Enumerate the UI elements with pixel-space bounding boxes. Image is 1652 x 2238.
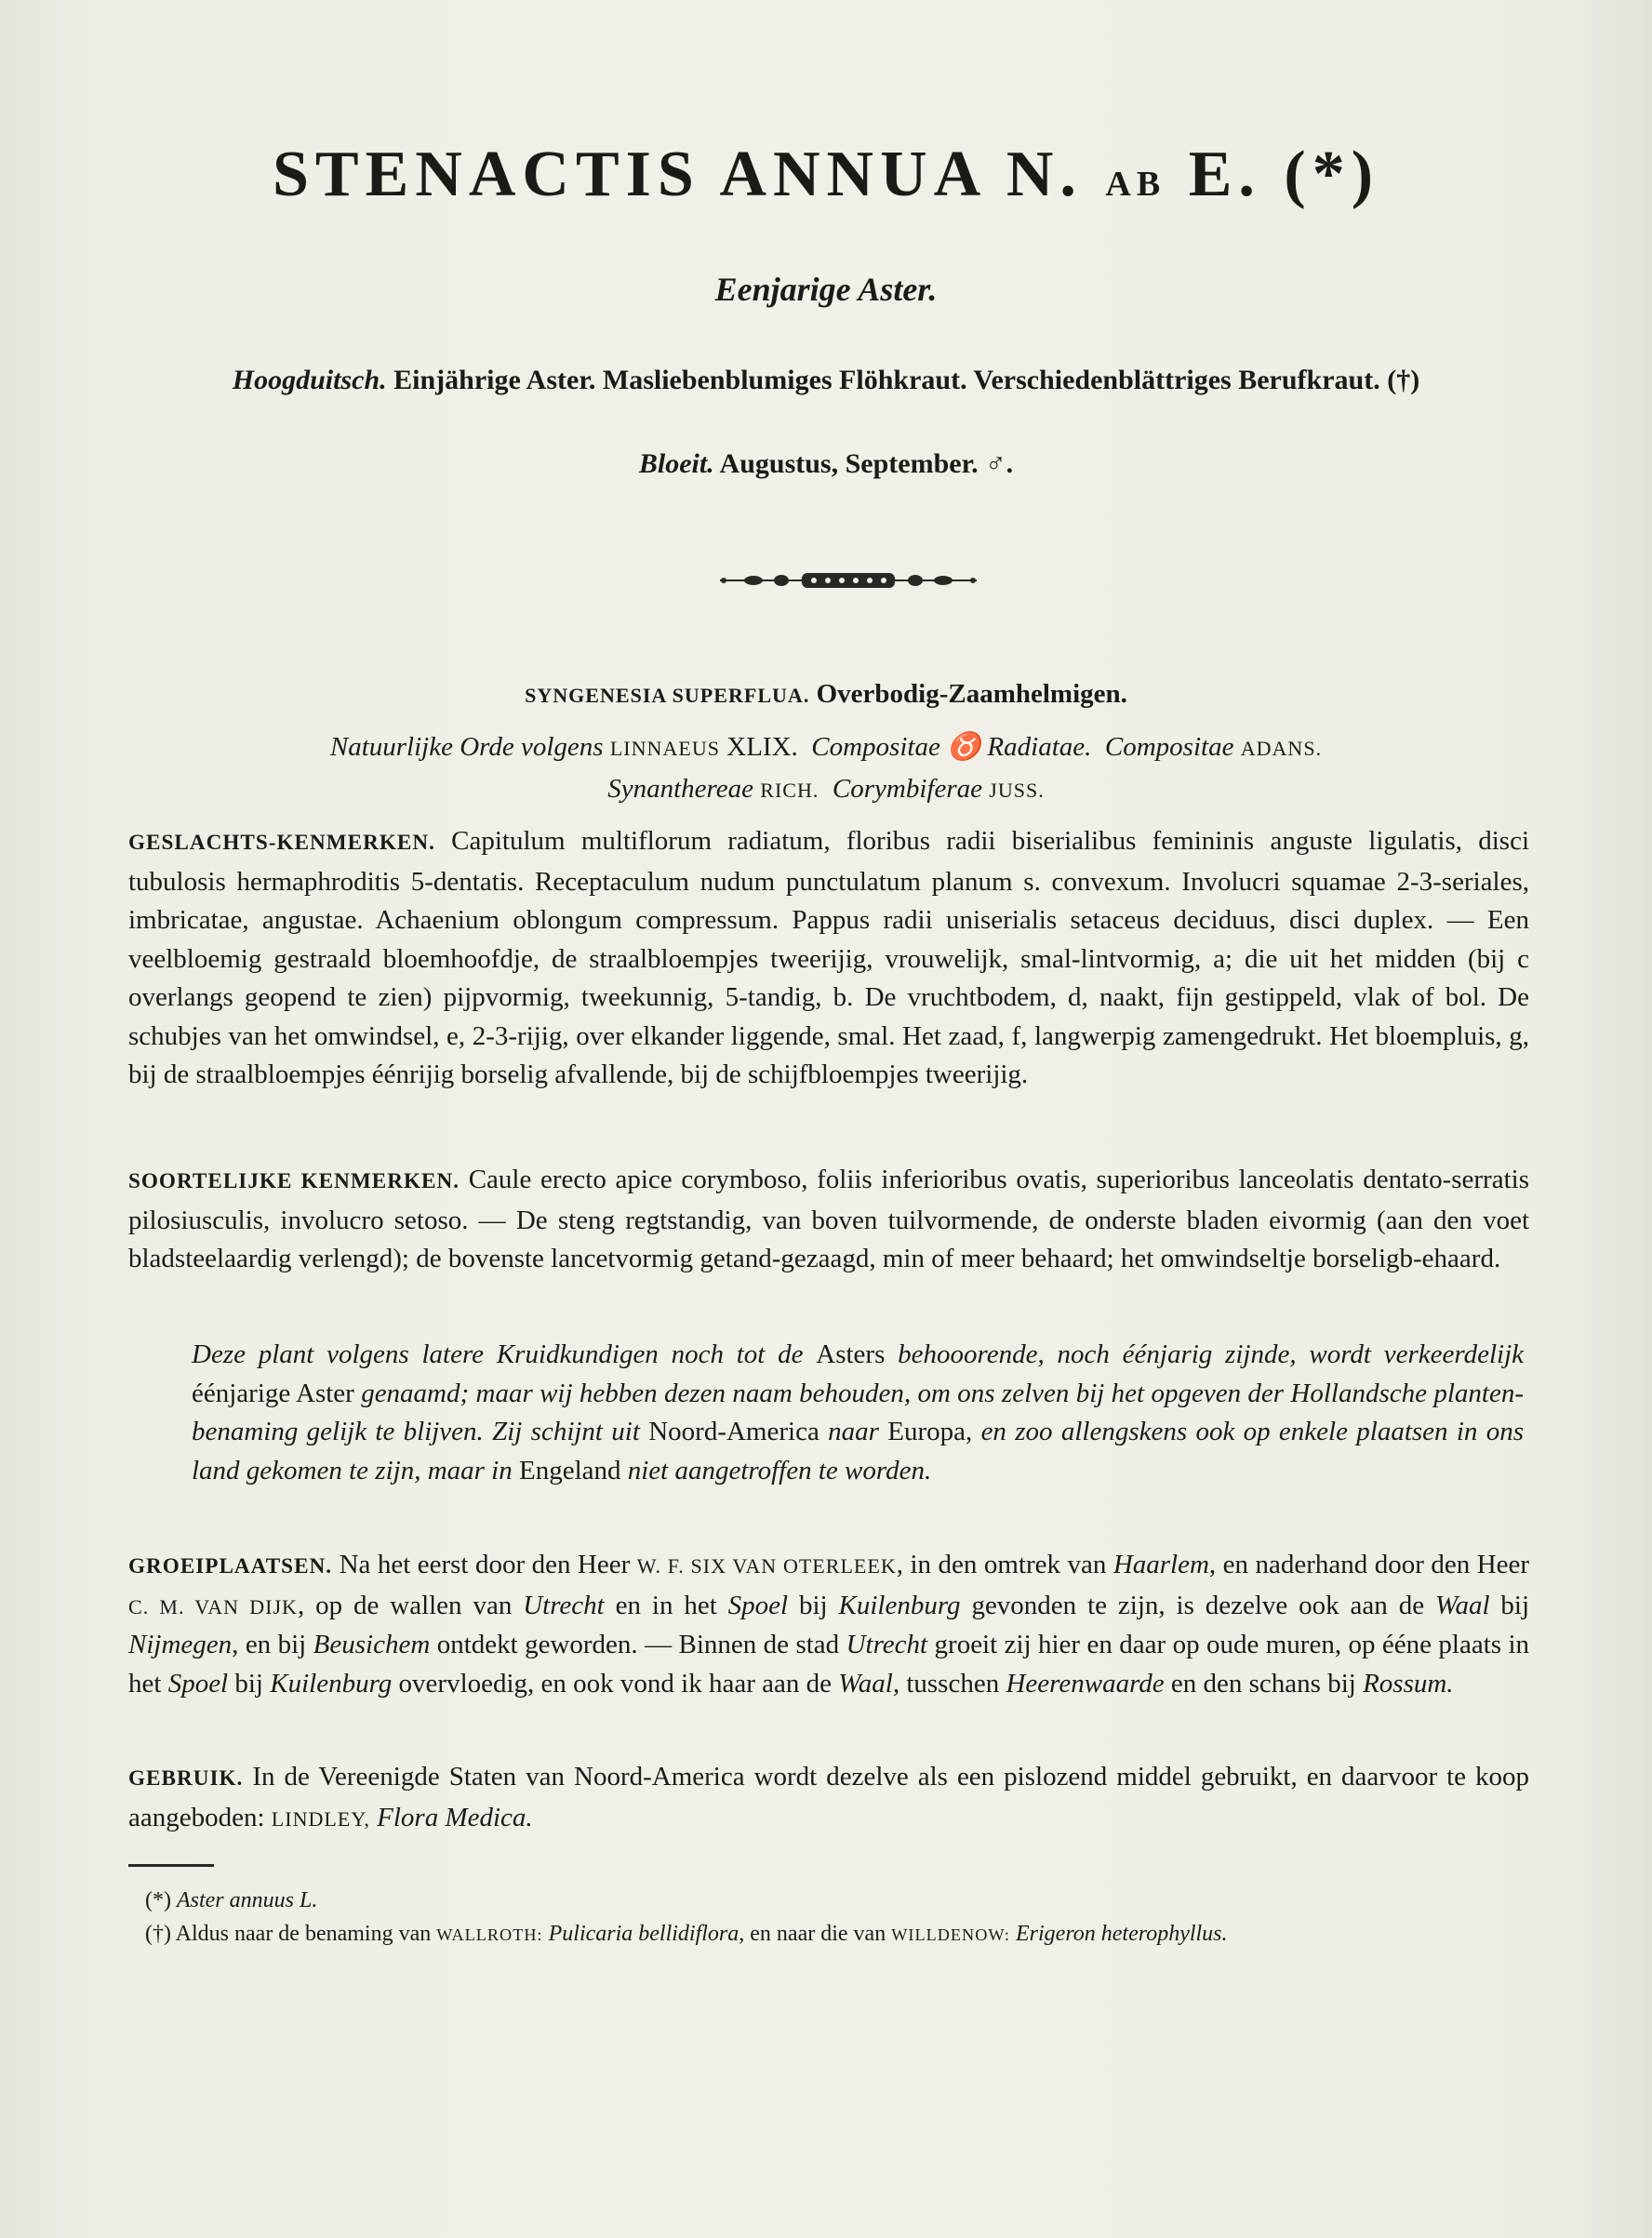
habitat-van-dijk: C. M. VAN DIJK bbox=[128, 1594, 298, 1619]
syngenesia-label: SYNGENESIA SUPERFLUA. bbox=[525, 684, 810, 707]
habitat-text-d: , op de wallen van bbox=[297, 1590, 513, 1620]
habitat-text-l: bij bbox=[234, 1668, 263, 1698]
orde-rich: RICH. bbox=[760, 779, 819, 802]
bloei-symbol: ♂. bbox=[985, 448, 1014, 479]
note-noord-america: Noord-America bbox=[648, 1417, 819, 1446]
usage-flora-medica: Flora Medica. bbox=[377, 1802, 533, 1832]
title-ab: AB bbox=[1105, 165, 1166, 204]
footnote-2-wallroth: WALLROTH: bbox=[436, 1925, 543, 1944]
habitat-kuilenburg: Kuilenburg bbox=[838, 1590, 961, 1620]
habitat-waal: Waal bbox=[1434, 1590, 1490, 1620]
note-text-b: behooorende, noch éénjarig zijnde, wordt verkeerdelijk bbox=[898, 1339, 1524, 1369]
usage-paragraph bbox=[128, 1758, 1529, 1838]
habitat-waal-2: Waal, bbox=[838, 1668, 900, 1698]
bloei-months: Augustus, September. bbox=[719, 448, 979, 479]
usage-text: In de Vereenigde Staten van Noord-America wordt dezelve als een pislozend middel gebruikt, en daarvoor te koop aangeboden: bbox=[128, 1762, 1529, 1832]
habitat-utrecht-2: Utrecht bbox=[846, 1630, 928, 1659]
german-names-text: Einjährige Aster. Masliebenblumiges Flöhkraut. Verschiedenblättriges Berufkraut. (†) bbox=[393, 365, 1420, 395]
page-title bbox=[0, 138, 1652, 212]
footnote-2-text-b: en naar die van bbox=[750, 1922, 886, 1946]
orde-linnaeus-num: XLIX. bbox=[726, 732, 798, 762]
syngenesia-dutch: Overbodig-Zaamhelmigen. bbox=[816, 679, 1127, 709]
habitat-haarlem: Haarlem bbox=[1112, 1550, 1209, 1579]
habitat-text-m: overvloedig, en ook vond ik haar aan de bbox=[398, 1668, 833, 1698]
orde-synanthereae: Synanthereae bbox=[607, 774, 753, 804]
note-text-f: niet aangetroffen te worden. bbox=[627, 1455, 932, 1485]
note-text-c: genaamd; maar wij hebben dezen naam behouden, om ons zelven bij het opgeven der Hollandsche planten-benaming gelijk te blijven. Zij schijnt uit bbox=[192, 1378, 1524, 1446]
orde-corymbiferae: Corymbiferae bbox=[832, 774, 982, 804]
habitat-label: GROEIPLAATSEN. bbox=[128, 1554, 333, 1579]
note-eenjarige-aster: éénjarige Aster bbox=[192, 1378, 354, 1408]
habitat-paragraph bbox=[128, 1546, 1529, 1703]
orde-adans: ADANS. bbox=[1240, 737, 1323, 760]
orde-compositae: Compositae bbox=[1104, 732, 1234, 762]
usage-label: GEBRUIK. bbox=[128, 1766, 244, 1791]
note-engeland: Engeland bbox=[518, 1455, 621, 1485]
habitat-six: W. F. SIX VAN OTERLEEK bbox=[636, 1554, 897, 1578]
habitat-beusichem: Beusichem bbox=[313, 1630, 431, 1659]
habitat-text-h: bij bbox=[1500, 1590, 1530, 1620]
orde-compositae-radiatae: Compositae ♉ Radiatae. bbox=[811, 732, 1092, 762]
note-europa: Europa, bbox=[887, 1417, 973, 1446]
footnote-2-text-a: Aldus naar de benaming van bbox=[175, 1922, 432, 1946]
habitat-text-o: en den schans bij bbox=[1170, 1668, 1356, 1698]
subtitle: Eenjarige Aster. bbox=[714, 271, 938, 308]
species-characters-label: SOORTELIJKE KENMERKEN. bbox=[128, 1169, 460, 1193]
note-text-d: naar bbox=[828, 1417, 879, 1446]
orde-juss: JUSS. bbox=[989, 779, 1045, 802]
habitat-spoel: Spoel bbox=[727, 1590, 789, 1620]
footnote-2-erigeron: Erigeron heterophyllus. bbox=[1016, 1922, 1228, 1946]
classification-line bbox=[0, 679, 1652, 710]
habitat-text-j: ontdekt geworden. — Binnen de stad bbox=[436, 1630, 840, 1659]
orde-intro: Natuurlijke Orde volgens bbox=[329, 732, 604, 762]
habitat-text-b: , in den omtrek van bbox=[896, 1550, 1107, 1579]
habitat-text-e: en in het bbox=[615, 1590, 717, 1620]
habitat-text-a: Na het eerst door den Heer bbox=[339, 1550, 631, 1579]
habitat-rossum: Rossum. bbox=[1363, 1668, 1454, 1698]
note-paragraph bbox=[192, 1336, 1524, 1490]
footnote-divider bbox=[128, 1864, 214, 1867]
orde-linnaeus: LINNAEUS bbox=[609, 737, 720, 760]
habitat-spoel-2: Spoel bbox=[167, 1668, 229, 1698]
genus-characters-text: Capitulum multiflorum radiatum, floribus radii biserialibus femininis anguste ligulatis, disci tubulosis hermaphroditis 5-dentatis. Receptaculum nudum punctulatum planum s. convexum. Involucri squamae 2-3-seriales, imbricatae, angustae. Achaenium oblongum compressum. Pappus radii uniserialis setaceus deciduus, disci duplex. — Een veelbloemig gestraald bloemhoofdje, de straalbloempjes tweerijig, vrouwelijk, smal-lintvormig, a; die uit het midden (bij c overlangs geopend te zien) pijpvormig, tweekunnig, 5-tandig, b. De vruchtbodem, d, naakt, fijn gestippeld, vlak of bol. De schubjes van het omwindsel, e, 2-3-rijig, over elkander liggende, smal. Het zaad, f, langwerpig zamengedrukt. Het bloempluis, g, bij de straalbloempjes éénrijig borselig afvallende, bij de schijfbloempjes tweerijig. bbox=[128, 826, 1530, 1089]
natural-order-line-2 bbox=[0, 774, 1652, 805]
title-main: STENACTIS ANNUA N. bbox=[272, 139, 1083, 210]
habitat-text-f: bij bbox=[798, 1590, 828, 1620]
footnote-1-mark: (*) bbox=[145, 1888, 171, 1912]
genus-characters-paragraph bbox=[128, 822, 1529, 1095]
habitat-text-g: gevonden te zijn, is dezelve ook aan de bbox=[971, 1590, 1425, 1620]
habitat-utrecht: Utrecht bbox=[523, 1590, 605, 1620]
habitat-text-k: groeit zij hier en daar op oude muren, op ééne plaats in het bbox=[128, 1630, 1530, 1698]
footnote-2 bbox=[128, 1916, 1529, 1952]
habitat-nijmegen: Nijmegen bbox=[128, 1630, 233, 1659]
flowering-line bbox=[0, 448, 1652, 480]
footnote-2-willdenow: WILLDENOW: bbox=[891, 1925, 1010, 1944]
habitat-text-c: , en naderhand door den Heer bbox=[1208, 1550, 1530, 1579]
species-characters-paragraph bbox=[128, 1161, 1529, 1279]
habitat-text-n: tusschen bbox=[906, 1668, 1000, 1698]
german-names bbox=[0, 365, 1652, 396]
title-end: E. (*) bbox=[1188, 139, 1380, 210]
ornament-divider-icon bbox=[716, 569, 980, 592]
note-asters: Asters bbox=[816, 1339, 886, 1369]
usage-lindley: LINDLEY, bbox=[271, 1806, 370, 1831]
natural-order-line-1 bbox=[0, 731, 1652, 763]
habitat-kuilenburg-2: Kuilenburg bbox=[270, 1668, 393, 1698]
footnote-1-text: Aster annuus L. bbox=[176, 1888, 318, 1912]
bloei-label: Bloeit. bbox=[638, 448, 714, 479]
note-text-e: en zoo allengskens ook op enkele plaatsen in ons land gekomen te zijn, maar in bbox=[192, 1417, 1525, 1485]
habitat-text-i: , en bij bbox=[232, 1630, 307, 1659]
genus-characters-label: GESLACHTS-KENMERKEN. bbox=[128, 831, 435, 855]
footnote-2-pulicaria: Pulicaria bellidiflora, bbox=[548, 1922, 745, 1946]
footnote-2-mark: (†) bbox=[145, 1922, 171, 1946]
footnote-1 bbox=[128, 1883, 1529, 1918]
german-label: Hoogduitsch. bbox=[232, 365, 387, 395]
species-characters-text: Caule erecto apice corymboso, foliis inferioribus ovatis, superioribus lanceolatis dentato-serratis pilosiusculis, involucro setoso. — De steng regtstandig, van boven tuilvormende, de onderste bladen eivormig (aan den voet bladsteelaardig verlengd); de bovenste lancetvormig getand-gezaagd, min of meer behaard; het omwindseltje borseligb-ehaard. bbox=[128, 1165, 1529, 1273]
note-text-a: Deze plant volgens latere Kruidkundigen noch tot de bbox=[192, 1339, 804, 1369]
habitat-heerenwaarde: Heerenwaarde bbox=[1006, 1668, 1165, 1698]
